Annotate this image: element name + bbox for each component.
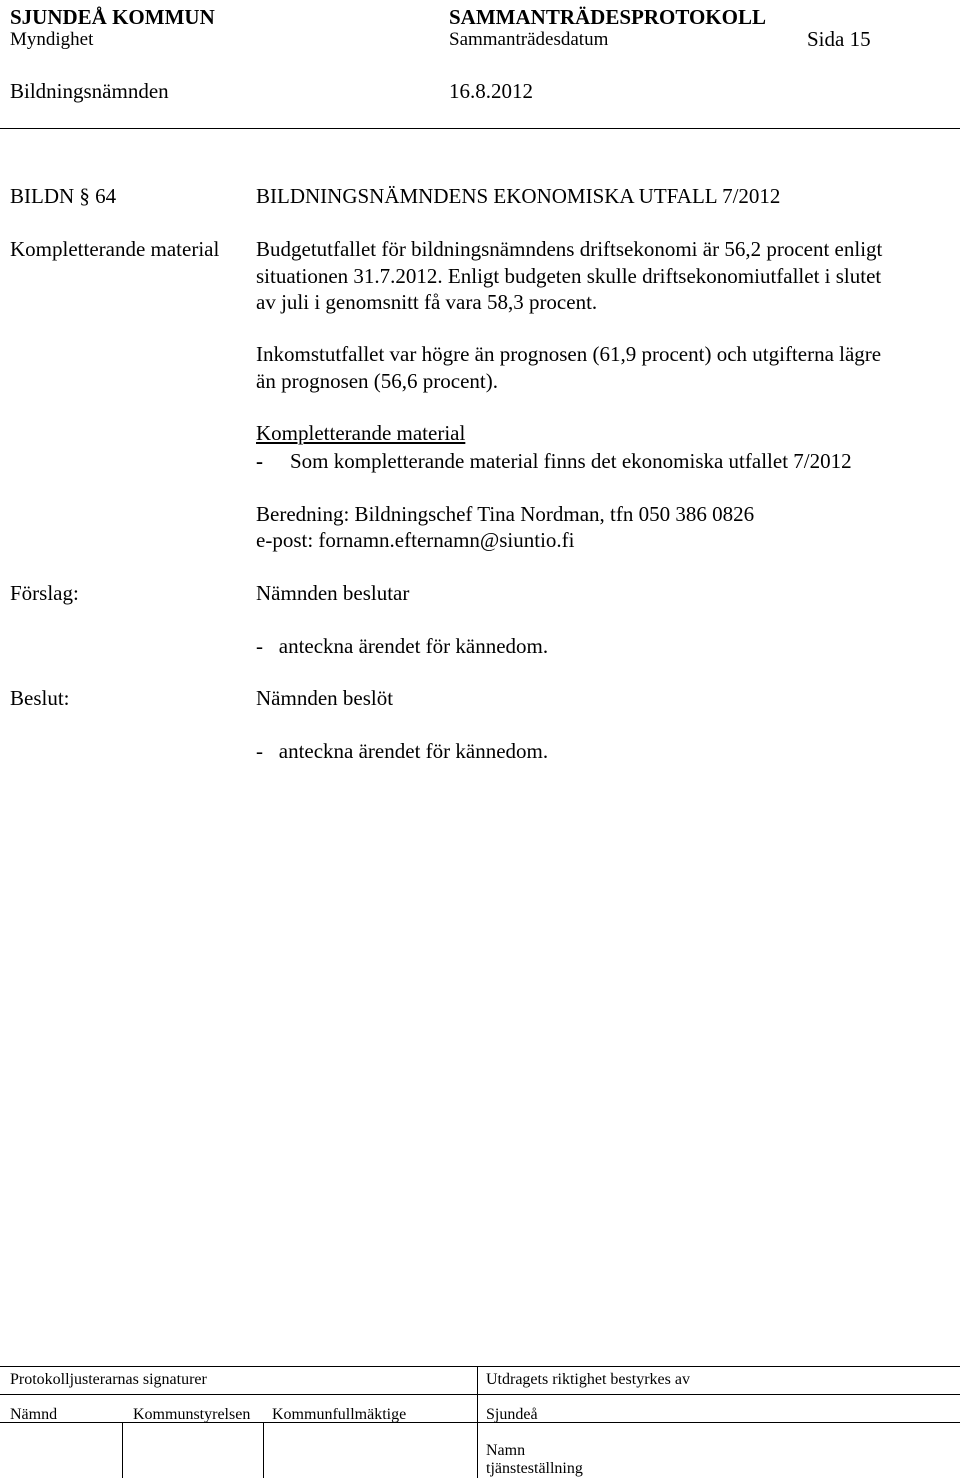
decision-text: Nämnden beslöt [256, 686, 394, 710]
paragraph-line: situationen 31.7.2012. Enligt budgeten skulle driftsekonomiutfallet i slutet [256, 263, 882, 288]
paragraph-line: av juli i genomsnitt få vara 58,3 procent. [256, 290, 598, 314]
section-number: BILDN § 64 [10, 184, 117, 208]
footer-col-ks: Kommunstyrelsen [133, 1406, 251, 1423]
authority-label: Myndighet [10, 29, 94, 50]
preparation-line: Beredning: Bildningschef Tina Nordman, tfn 050 386 0826 [256, 502, 755, 526]
footer-sign-label: Protokolljusterarnas signaturer [10, 1371, 207, 1388]
side-label-supplement: Kompletterande material [10, 237, 220, 261]
footer-col-kf: Kommunfullmäktige [272, 1406, 407, 1423]
section-title: BILDNINGSNÄMNDENS EKONOMISKA UTFALL 7/2012 [256, 184, 781, 208]
footer-col-divider-3 [477, 1366, 478, 1478]
org-name: SJUNDEÅ KOMMUN [10, 5, 215, 29]
page-number: Sida 15 [807, 27, 871, 51]
footer-title-label: tjänsteställning [486, 1460, 583, 1477]
supplement-item: Som kompletterande material finns det ekonomiska utfallet 7/2012 [290, 449, 852, 473]
supplement-heading: Kompletterande material [256, 421, 466, 445]
decision-item: - anteckna ärendet för kännedom. [256, 739, 549, 763]
paragraph-line: Inkomstutfallet var högre än prognosen (61,9 procent) och utgifterna lägre [256, 342, 882, 366]
paragraph-line: än prognosen (56,6 procent). [256, 368, 499, 393]
decision-label: Beslut: [10, 686, 70, 710]
proposal-item: - anteckna ärendet för kännedom. [256, 634, 549, 658]
footer-top-border [0, 1366, 960, 1367]
doc-type: SAMMANTRÄDESPROTOKOLL [449, 5, 766, 29]
authority-name: Bildningsnämnden [10, 79, 169, 103]
header-divider [0, 128, 960, 129]
footer-place: Sjundeå [486, 1406, 538, 1423]
email-line: e-post: fornamn.efternamn@siuntio.fi [256, 528, 575, 552]
footer-col-namnd: Nämnd [10, 1406, 58, 1423]
proposal-label: Förslag: [10, 581, 79, 605]
footer-col-divider-2 [263, 1422, 264, 1478]
footer-name-label: Namn [486, 1442, 526, 1459]
footer-extract-label: Utdragets riktighet bestyrkes av [486, 1371, 690, 1388]
meeting-date-label: Sammanträdesdatum [449, 29, 609, 50]
footer-mid-border [0, 1394, 960, 1395]
proposal-text: Nämnden beslutar [256, 581, 410, 605]
paragraph-line: Budgetutfallet för bildningsnämndens driftsekonomi är 56,2 procent enligt [256, 237, 883, 261]
meeting-date: 16.8.2012 [449, 79, 533, 103]
paragraph-budget [256, 236, 882, 316]
supplement-dash: - [256, 449, 263, 473]
footer-col-divider-1 [122, 1422, 123, 1478]
paragraph-income [256, 341, 881, 394]
